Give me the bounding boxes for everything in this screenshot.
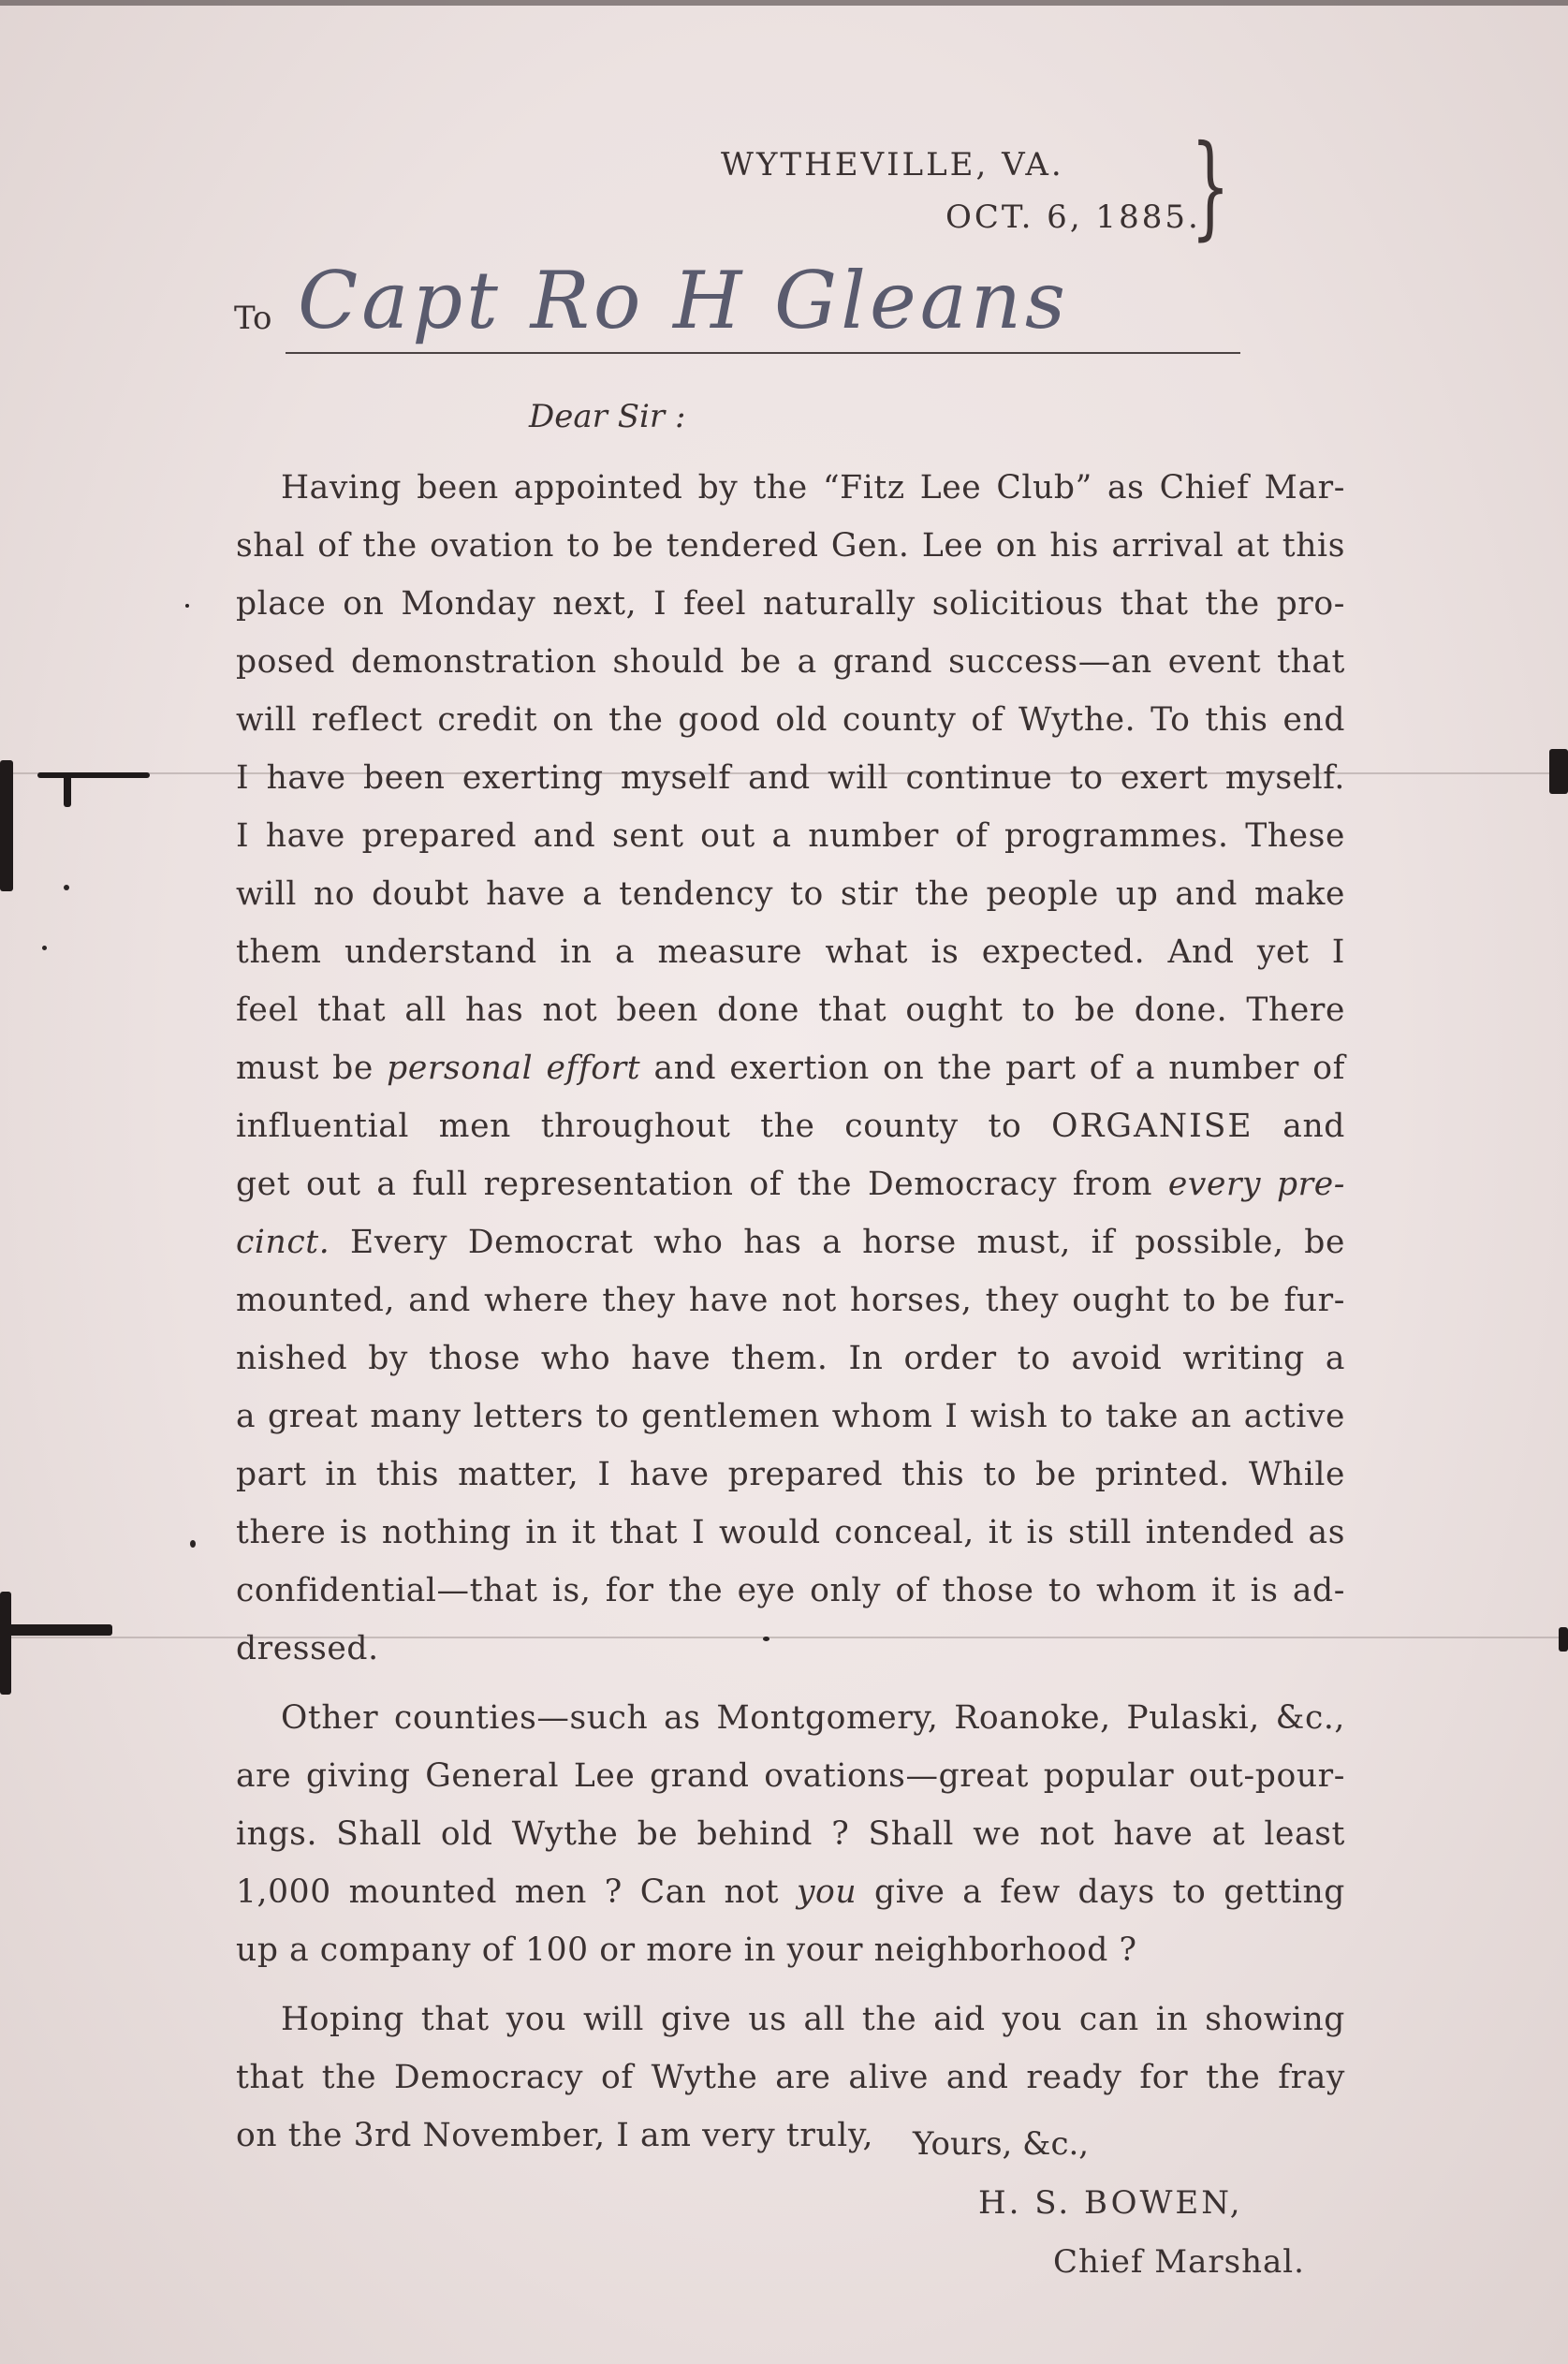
body-text-run: get out a full representation of the Democracy from <box>236 1166 1168 1203</box>
body-line: posed demonstration should be a grand success—an event that <box>236 643 1345 681</box>
to-label: To <box>234 300 272 337</box>
body-text-run: give a few days to getting <box>857 1873 1345 1911</box>
body-line: will reflect credit on the good old county of Wythe. To this end <box>236 701 1345 739</box>
body-text-run: 1,000 mounted men ? Can not <box>236 1873 797 1911</box>
closing: Yours, &c., <box>913 2125 1090 2163</box>
body-line: them understand in a measure what is expected. And yet I <box>236 933 1345 971</box>
body-line: confidential—that is, for the eye only of those to whom it is ad- <box>236 1572 1345 1609</box>
ink-speck <box>42 946 47 950</box>
body-line: feel that all has not been done that ought to be done. There <box>236 991 1345 1029</box>
body-text-run: and exertion on the part of a number of <box>640 1050 1345 1087</box>
emphasis-text: ORGANISE <box>1051 1108 1253 1145</box>
body-line: shal of the ovation to be tendered Gen. Lee on his arrival at this <box>236 527 1345 565</box>
tear-mark <box>37 772 150 778</box>
body-line: there is nothing in it that I would conceal, it is still intended as <box>236 1514 1345 1551</box>
body-text-run: Every Democrat who has a horse must, if possible, be <box>330 1224 1345 1261</box>
recipient-handwritten: Capt Ro H Gleans <box>298 255 1070 346</box>
signer-title: Chief Marshal. <box>1053 2243 1305 2281</box>
paper-top-edge <box>0 0 1568 6</box>
paragraph-gap <box>236 1979 1345 1990</box>
letter-body <box>236 459 1345 2165</box>
body-line: ings. Shall old Wythe be behind ? Shall we not have at least <box>236 1815 1345 1853</box>
salutation: Dear Sir : <box>529 398 686 435</box>
dateline <box>721 139 1208 243</box>
body-line: Having been appointed by the “Fitz Lee Club” as Chief Mar- <box>281 469 1345 507</box>
tear-mark <box>0 1624 112 1636</box>
body-line: a great many letters to gentlemen whom I wish to take an active <box>236 1398 1345 1435</box>
body-line: that the Democracy of Wythe are alive and ready for the fray <box>236 2059 1345 2096</box>
tear-mark <box>1559 1627 1568 1652</box>
body-line <box>236 1213 1345 1271</box>
body-line: Other counties—such as Montgomery, Roanoke, Pulaski, &c., <box>281 1699 1345 1737</box>
body-line: mounted, and where they have not horses, they ought to be fur- <box>236 1282 1345 1319</box>
body-line <box>236 1155 1345 1213</box>
body-line: are giving General Lee grand ovations—great popular out-pour- <box>236 1757 1345 1795</box>
emphasis-text: personal effort <box>387 1050 641 1087</box>
body-line <box>236 1863 1345 1921</box>
ink-speck <box>185 604 189 608</box>
ink-speck <box>64 885 69 890</box>
body-text-run: and <box>1253 1108 1345 1145</box>
tear-mark <box>64 773 71 807</box>
body-line: will no doubt have a tendency to stir the people up and make <box>236 875 1345 913</box>
body-line: dressed. <box>236 1630 379 1667</box>
signature: H. S. BOWEN, <box>978 2184 1243 2222</box>
emphasis-text: you <box>796 1873 857 1911</box>
body-line: Hoping that you will give us all the aid you can in showing <box>281 2001 1345 2038</box>
body-text-run: influential men throughout the county to <box>236 1108 1052 1145</box>
body-line: on the 3rd November, I am very truly, <box>236 2117 874 2154</box>
ink-speck <box>190 1540 196 1548</box>
body-line: up a company of 100 or more in your neighborhood ? <box>236 1931 1137 1969</box>
tear-mark <box>1549 749 1568 794</box>
tear-mark <box>0 760 13 891</box>
paragraph-gap <box>236 1678 1345 1689</box>
body-line <box>236 1039 1345 1097</box>
emphasis-text: every pre- <box>1167 1166 1345 1203</box>
emphasis-text: cinct. <box>236 1224 330 1261</box>
letter-date: OCT. 6, 1885. <box>945 198 1201 236</box>
recipient-rule <box>286 352 1240 354</box>
body-line: place on Monday next, I feel naturally solicitious that the pro- <box>236 585 1345 623</box>
place: WYTHEVILLE, VA. <box>721 146 1064 184</box>
body-line: nished by those who have them. In order to avoid writing a <box>236 1340 1345 1377</box>
body-line <box>236 1097 1345 1155</box>
body-line: I have prepared and sent out a number of programmes. These <box>236 817 1345 855</box>
brace-mark: } <box>1191 122 1230 252</box>
body-text-run: must be <box>236 1050 388 1087</box>
body-line: part in this matter, I have prepared this to be printed. While <box>236 1456 1345 1493</box>
body-line: I have been exerting myself and will continue to exert myself. <box>236 759 1345 797</box>
tear-mark <box>0 1592 11 1695</box>
